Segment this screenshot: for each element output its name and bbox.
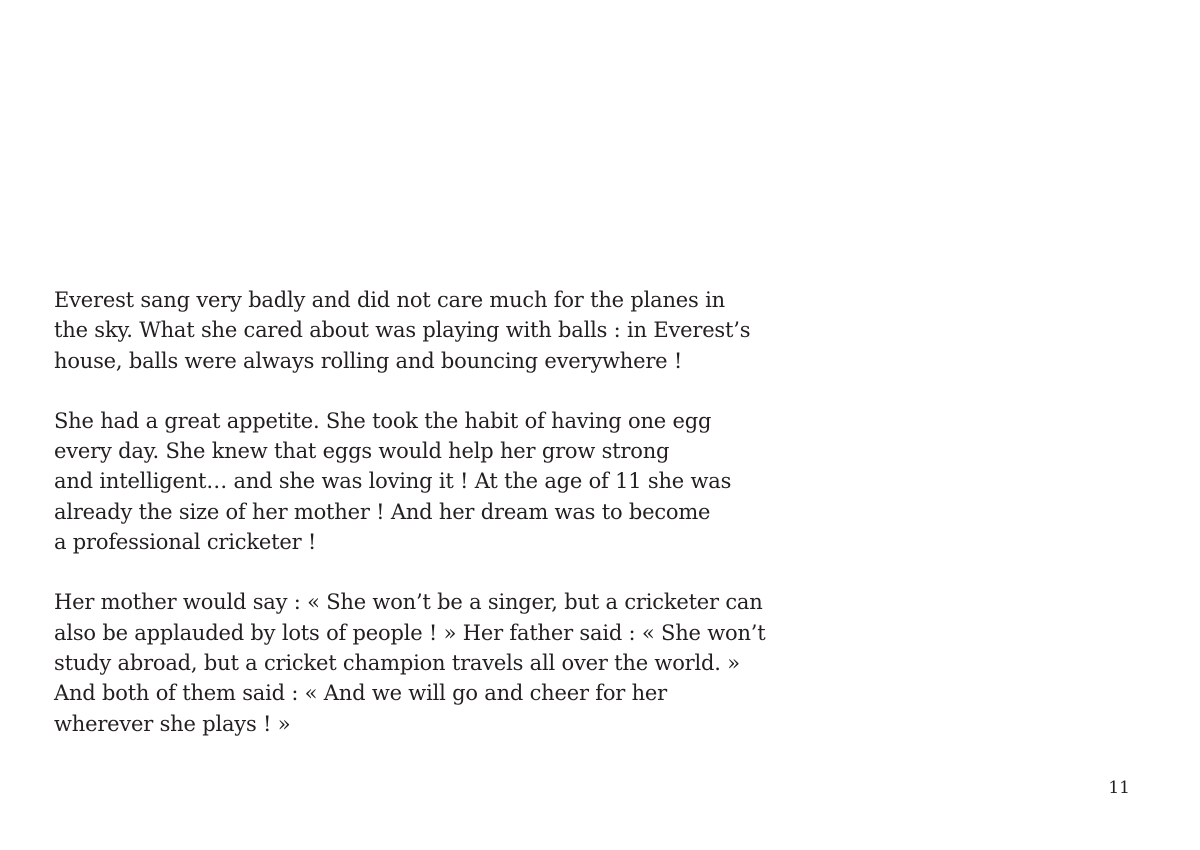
page-number: 11: [1108, 778, 1130, 798]
text-line: and intelligent… and she was loving it ! At the age of 11 she was: [54, 469, 732, 494]
paragraph-2: [54, 406, 814, 557]
text-line: She had a great appetite. She took the habit of having one egg: [54, 408, 712, 433]
text-line: study abroad, but a cricket champion travels all over the world. »: [54, 650, 740, 675]
text-line: wherever she plays ! »: [54, 711, 291, 736]
text-line: also be applauded by lots of people ! » Her father said : « She won’t: [54, 620, 766, 645]
story-text: [54, 285, 814, 769]
text-line: already the size of her mother ! And her dream was to become: [54, 499, 711, 524]
text-line: house, balls were always rolling and bouncing everywhere !: [54, 348, 683, 373]
paragraph-1: [54, 285, 814, 376]
text-line: And both of them said : « And we will go and cheer for her: [54, 681, 667, 706]
paragraph-3: [54, 587, 814, 738]
text-line: a professional cricketer !: [54, 530, 317, 555]
text-line: every day. She knew that eggs would help her grow strong: [54, 439, 670, 464]
text-line: Her mother would say : « She won’t be a singer, but a cricketer can: [54, 590, 763, 615]
text-line: Everest sang very badly and did not care much for the planes in: [54, 288, 725, 312]
text-line: the sky. What she cared about was playing with balls : in Everest’s: [54, 318, 751, 343]
